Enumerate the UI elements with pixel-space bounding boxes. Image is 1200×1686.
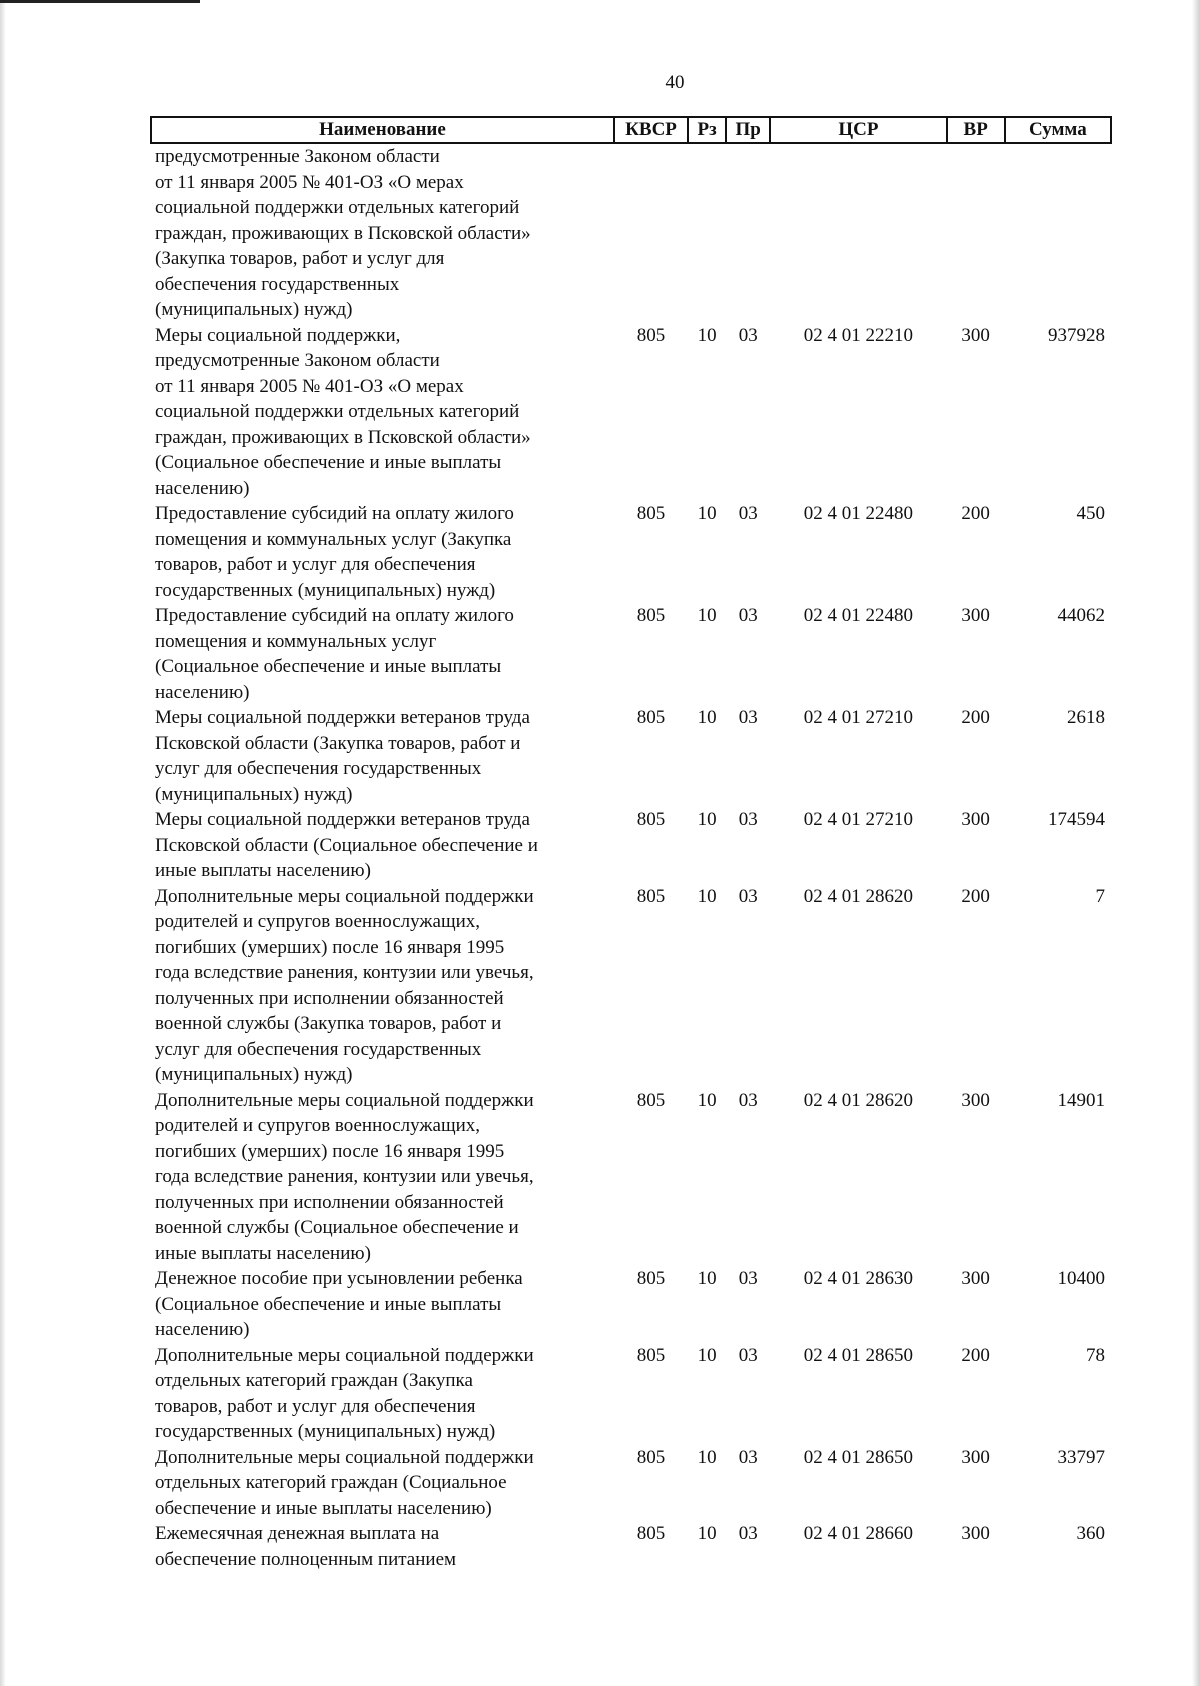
row-sum: 450 xyxy=(1076,503,1105,524)
table-row xyxy=(151,143,1111,323)
row-name-line: военной службы (Закупка товаров, работ и xyxy=(155,1013,502,1034)
table-row xyxy=(151,705,1111,807)
row-rz: 10 xyxy=(697,809,717,830)
row-name-line: государственных (муниципальных) нужд) xyxy=(155,1421,496,1442)
row-vr: 300 xyxy=(961,324,990,346)
row-name-line: Меры социальной поддержки ветеранов труда xyxy=(155,809,530,830)
row-pr xyxy=(726,143,770,323)
row-pr: 03 xyxy=(738,809,758,830)
row-vr: 200 xyxy=(961,885,990,907)
row-csr: 02 4 01 28650 xyxy=(803,1446,914,1468)
row-name-line: социальной поддержки отдельных категорий xyxy=(155,197,520,218)
table-row xyxy=(151,1521,1111,1572)
row-sum: 44062 xyxy=(1057,605,1105,626)
row-vr: 300 xyxy=(961,1523,990,1544)
row-pr: 03 xyxy=(738,707,758,728)
row-name-line: погибших (умерших) после 16 января 1995 xyxy=(155,936,505,958)
header-name: Наименование xyxy=(151,117,614,143)
header-vr: ВР xyxy=(947,117,1005,143)
row-csr: 02 4 01 28660 xyxy=(803,1523,914,1544)
row-kvsr: 805 xyxy=(636,324,666,346)
row-name-line: (Социальное обеспечение и иные выплаты xyxy=(155,656,502,677)
row-kvsr: 805 xyxy=(636,885,666,907)
row-name xyxy=(151,1266,614,1343)
row-csr: 02 4 01 28620 xyxy=(803,1089,914,1111)
row-name-line: населению) xyxy=(155,1319,250,1340)
row-vr: 300 xyxy=(961,1268,990,1289)
row-name-line: Дополнительные меры социальной поддержки xyxy=(155,1089,534,1111)
row-sum: 10400 xyxy=(1057,1268,1105,1289)
row-name-line: Псковской области (Закупка товаров, работ и xyxy=(155,732,521,754)
row-sum: 78 xyxy=(1086,1344,1105,1366)
budget-table xyxy=(150,116,1112,1572)
table-row xyxy=(151,884,1111,1088)
row-vr: 300 xyxy=(961,1446,990,1468)
row-name-line: отдельных категорий граждан (Социальное xyxy=(155,1472,507,1493)
row-pr: 03 xyxy=(738,1089,758,1111)
header-kvsr: КВСР xyxy=(614,117,688,143)
row-sum xyxy=(1005,143,1111,323)
row-name xyxy=(151,323,614,502)
row-sum: 33797 xyxy=(1057,1446,1105,1468)
row-sum: 2618 xyxy=(1067,707,1105,728)
row-rz: 10 xyxy=(697,1446,717,1468)
row-kvsr: 805 xyxy=(636,707,666,728)
row-name-line: иные выплаты населению) xyxy=(155,1242,371,1264)
row-csr: 02 4 01 22480 xyxy=(803,503,914,524)
row-rz: 10 xyxy=(697,324,717,346)
row-kvsr: 805 xyxy=(636,1523,666,1544)
row-name-line: товаров, работ и услуг для обеспечения xyxy=(155,554,476,575)
row-name-line: иные выплаты населению) xyxy=(155,860,371,881)
row-pr: 03 xyxy=(738,1344,758,1366)
row-name-line: (муниципальных) нужд) xyxy=(155,299,353,320)
row-name-line: обеспечение полноценным питанием xyxy=(155,1548,457,1570)
row-sum: 174594 xyxy=(1048,809,1105,830)
row-pr: 03 xyxy=(738,1446,758,1468)
row-csr: 02 4 01 22480 xyxy=(803,605,914,626)
table-row xyxy=(151,807,1111,884)
table-row xyxy=(151,1266,1111,1343)
row-name-line: Меры социальной поддержки, xyxy=(155,324,401,346)
row-name xyxy=(151,1445,614,1522)
row-pr: 03 xyxy=(738,503,758,524)
row-name-line: предусмотренные Законом области xyxy=(155,350,440,371)
row-rz: 10 xyxy=(697,1268,717,1289)
row-sum: 14901 xyxy=(1057,1089,1105,1111)
row-vr: 200 xyxy=(961,1344,990,1366)
row-name-line: родителей и супругов военнослужащих, xyxy=(155,1115,481,1136)
row-csr xyxy=(770,143,946,323)
row-name xyxy=(151,1343,614,1445)
row-pr: 03 xyxy=(738,605,758,626)
row-name-line: (Социальное обеспечение и иные выплаты xyxy=(155,1293,502,1315)
row-name-line: Предоставление субсидий на оплату жилого xyxy=(155,605,514,626)
row-csr: 02 4 01 28620 xyxy=(803,885,914,907)
row-pr: 03 xyxy=(738,1268,758,1289)
row-name-line: военной службы (Социальное обеспечение и xyxy=(155,1217,519,1238)
table-body xyxy=(151,143,1111,1572)
row-name-line: помещения и коммунальных услуг xyxy=(155,630,437,652)
row-csr: 02 4 01 22210 xyxy=(803,324,914,346)
row-kvsr: 805 xyxy=(636,605,666,626)
row-vr: 300 xyxy=(961,1089,990,1111)
scan-top-line xyxy=(0,0,200,3)
row-name-line: граждан, проживающих в Псковской области» xyxy=(155,426,531,448)
row-csr: 02 4 01 28650 xyxy=(803,1344,914,1366)
header-pr: Пр xyxy=(726,117,770,143)
row-vr: 300 xyxy=(961,809,990,830)
row-name-line: Псковской области (Социальное обеспечение и xyxy=(155,834,538,856)
row-name-line: услуг для обеспечения государственных xyxy=(155,758,482,779)
row-sum: 7 xyxy=(1095,885,1105,907)
header-csr: ЦСР xyxy=(770,117,946,143)
row-name-line: услуг для обеспечения государственных xyxy=(155,1038,482,1060)
row-name-line: государственных (муниципальных) нужд) xyxy=(155,579,496,601)
row-vr xyxy=(947,143,1005,323)
row-name-line: (муниципальных) нужд) xyxy=(155,783,353,805)
row-sum: 937928 xyxy=(1048,324,1105,346)
row-name-line: обеспечение и иные выплаты населению) xyxy=(155,1497,492,1519)
row-sum: 360 xyxy=(1076,1523,1105,1544)
table-row xyxy=(151,501,1111,603)
row-name-line: (Социальное обеспечение и иные выплаты xyxy=(155,452,502,473)
table-row xyxy=(151,1343,1111,1445)
row-name-line: Дополнительные меры социальной поддержки xyxy=(155,1446,534,1468)
row-name-line: погибших (умерших) после 16 января 1995 xyxy=(155,1140,505,1162)
row-rz: 10 xyxy=(697,1089,717,1111)
scan-edge-left xyxy=(0,0,6,1686)
row-name-line: населению) xyxy=(155,681,250,703)
row-name-line: граждан, проживающих в Псковской области» xyxy=(155,222,531,244)
row-name xyxy=(151,143,614,323)
row-csr: 02 4 01 27210 xyxy=(803,707,914,728)
row-name xyxy=(151,884,614,1088)
row-vr: 200 xyxy=(961,503,990,524)
table-row xyxy=(151,1445,1111,1522)
row-rz: 10 xyxy=(697,1344,717,1366)
row-name xyxy=(151,603,614,705)
row-name-line: Денежное пособие при усыновлении ребенка xyxy=(155,1268,523,1289)
row-name-line: Дополнительные меры социальной поддержки xyxy=(155,1344,534,1366)
row-name-line: полученных при исполнении обязанностей xyxy=(155,1191,504,1213)
row-name-line: Предоставление субсидий на оплату жилого xyxy=(155,503,514,524)
row-name xyxy=(151,705,614,807)
header-rz: Рз xyxy=(688,117,726,143)
header-sum: Сумма xyxy=(1005,117,1111,143)
scan-edge-right xyxy=(1192,0,1200,1686)
row-name-line: обеспечения государственных xyxy=(155,273,400,295)
table-row xyxy=(151,603,1111,705)
row-rz: 10 xyxy=(697,707,717,728)
row-name-line: родителей и супругов военнослужащих, xyxy=(155,911,481,932)
row-name-line: отдельных категорий граждан (Закупка xyxy=(155,1370,473,1391)
row-name xyxy=(151,501,614,603)
row-rz: 10 xyxy=(697,1523,717,1544)
row-kvsr: 805 xyxy=(636,1268,666,1289)
row-name xyxy=(151,807,614,884)
row-name-line: полученных при исполнении обязанностей xyxy=(155,987,504,1009)
table-row xyxy=(151,323,1111,502)
row-name-line: помещения и коммунальных услуг (Закупка xyxy=(155,528,512,550)
row-rz: 10 xyxy=(697,503,717,524)
row-kvsr: 805 xyxy=(636,809,666,830)
row-vr: 200 xyxy=(961,707,990,728)
row-pr: 03 xyxy=(738,324,758,346)
row-name-line: от 11 января 2005 № 401-ОЗ «О мерах xyxy=(155,375,464,397)
row-rz xyxy=(688,143,726,323)
row-name xyxy=(151,1088,614,1267)
header-row xyxy=(151,117,1111,143)
row-name-line: Ежемесячная денежная выплата на xyxy=(155,1523,440,1544)
row-name-line: (Закупка товаров, работ и услуг для xyxy=(155,248,445,269)
row-name-line: года вследствие ранения, контузии или увечья, xyxy=(155,1166,534,1187)
row-name-line: социальной поддержки отдельных категорий xyxy=(155,401,520,422)
row-name-line: Дополнительные меры социальной поддержки xyxy=(155,885,534,907)
row-name-line: от 11 января 2005 № 401-ОЗ «О мерах xyxy=(155,171,464,193)
row-kvsr: 805 xyxy=(636,1344,666,1366)
page-number: 40 xyxy=(665,72,685,93)
row-csr: 02 4 01 28630 xyxy=(803,1268,914,1289)
row-kvsr xyxy=(614,143,688,323)
row-name-line: (муниципальных) нужд) xyxy=(155,1064,353,1085)
row-name-line: товаров, работ и услуг для обеспечения xyxy=(155,1395,476,1417)
table-row xyxy=(151,1088,1111,1267)
row-name xyxy=(151,1521,614,1572)
row-vr: 300 xyxy=(961,605,990,626)
row-name-line: Меры социальной поддержки ветеранов труда xyxy=(155,707,530,728)
row-rz: 10 xyxy=(697,885,717,907)
row-rz: 10 xyxy=(697,605,717,626)
row-pr: 03 xyxy=(738,1523,758,1544)
row-name-line: года вследствие ранения, контузии или увечья, xyxy=(155,962,534,983)
row-kvsr: 805 xyxy=(636,1446,666,1468)
row-csr: 02 4 01 27210 xyxy=(803,809,914,830)
row-kvsr: 805 xyxy=(636,1089,666,1111)
row-kvsr: 805 xyxy=(636,503,666,524)
row-name-line: населению) xyxy=(155,477,250,499)
row-pr: 03 xyxy=(738,885,758,907)
row-name-line: предусмотренные Законом области xyxy=(155,146,440,167)
